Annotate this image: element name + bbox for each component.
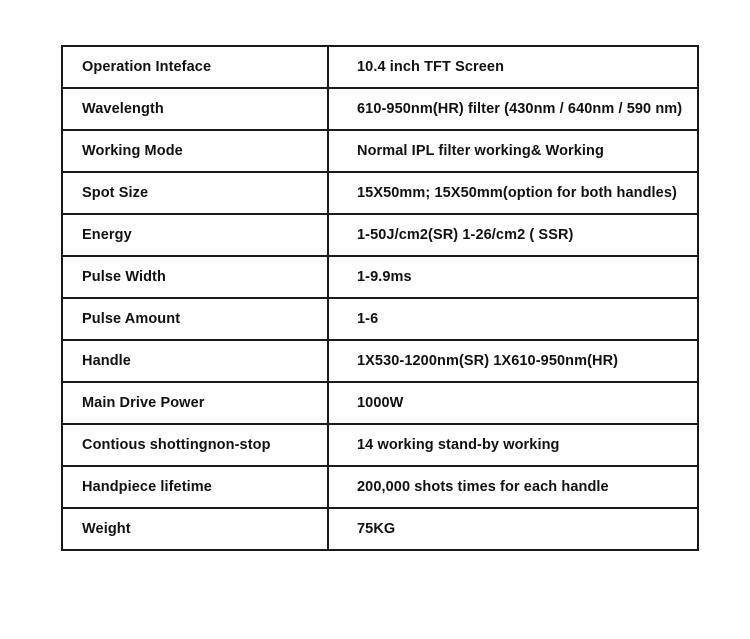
spec-label: Wavelength	[62, 88, 328, 130]
table-row	[62, 88, 698, 130]
spec-label: Weight	[62, 508, 328, 550]
table-row	[62, 382, 698, 424]
table-row	[62, 298, 698, 340]
spec-value: Normal IPL filter working& Working	[328, 130, 698, 172]
spec-value: 15X50mm; 15X50mm(option for both handles)	[328, 172, 698, 214]
table-row	[62, 508, 698, 550]
spec-label: Pulse Width	[62, 256, 328, 298]
spec-label: Spot Size	[62, 172, 328, 214]
spec-value: 610-950nm(HR) filter (430nm / 640nm / 590 nm)	[328, 88, 698, 130]
table-row	[62, 466, 698, 508]
spec-label: Operation Inteface	[62, 46, 328, 88]
table-row	[62, 130, 698, 172]
spec-label: Contious shottingnon-stop	[62, 424, 328, 466]
table-row	[62, 46, 698, 88]
table-row	[62, 172, 698, 214]
spec-label: Working Mode	[62, 130, 328, 172]
spec-label: Energy	[62, 214, 328, 256]
spec-value: 10.4 inch TFT Screen	[328, 46, 698, 88]
spec-value: 1X530-1200nm(SR) 1X610-950nm(HR)	[328, 340, 698, 382]
spec-label: Main Drive Power	[62, 382, 328, 424]
spec-value: 1-9.9ms	[328, 256, 698, 298]
spec-value: 1-50J/cm2(SR) 1-26/cm2 ( SSR)	[328, 214, 698, 256]
spec-value: 75KG	[328, 508, 698, 550]
spec-value: 1-6	[328, 298, 698, 340]
spec-value: 200,000 shots times for each handle	[328, 466, 698, 508]
spec-label: Handpiece lifetime	[62, 466, 328, 508]
spec-value: 1000W	[328, 382, 698, 424]
table-row	[62, 340, 698, 382]
spec-table	[61, 45, 699, 551]
spec-label: Handle	[62, 340, 328, 382]
table-row	[62, 256, 698, 298]
spec-value: 14 working stand-by working	[328, 424, 698, 466]
table-row	[62, 424, 698, 466]
spec-label: Pulse Amount	[62, 298, 328, 340]
table-row	[62, 214, 698, 256]
